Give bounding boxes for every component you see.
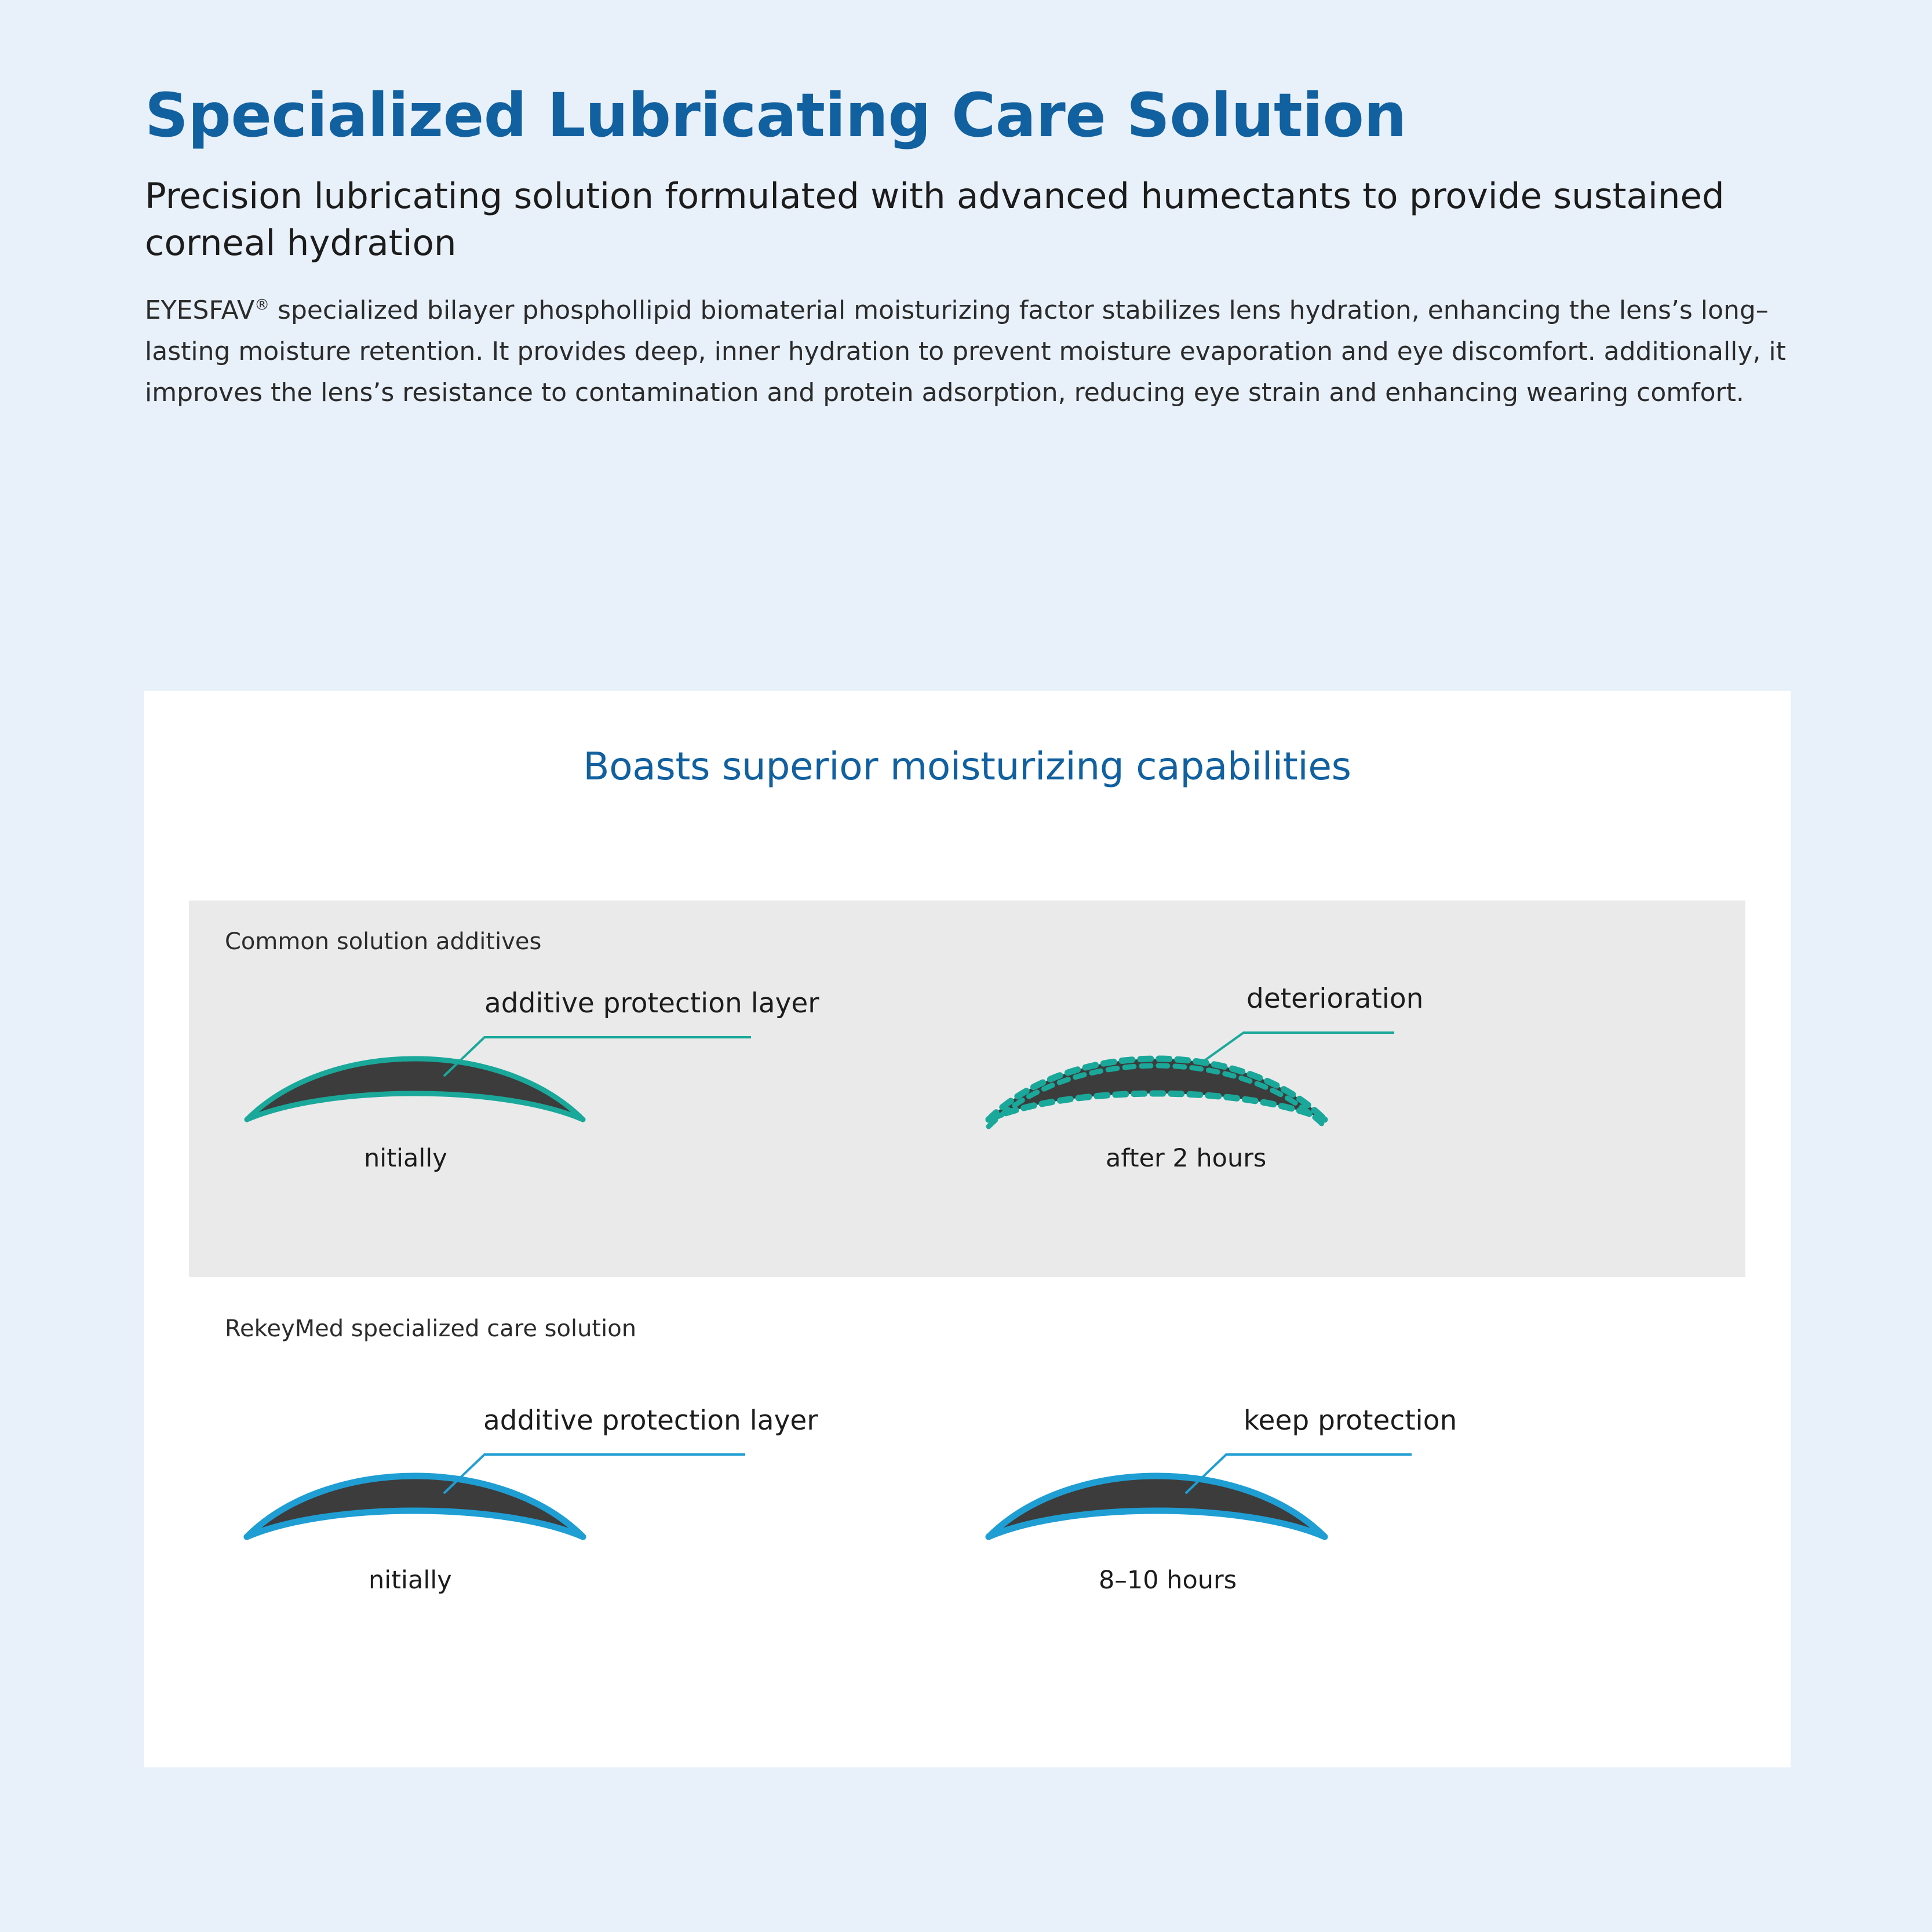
callout-common-initial: additive protection layer — [484, 987, 819, 1019]
page-subtitle: Precision lubricating solution formulated with advanced humectants to provide sustained corneal hydration — [145, 175, 1725, 264]
header-block — [145, 81, 1849, 414]
panel-label-rekeymed: RekeyMed specialized care solution — [225, 1315, 637, 1342]
panel-common-additives — [189, 901, 1745, 1277]
caption-rekey-initial: nitially — [369, 1566, 452, 1595]
callout-common-after: deterioration — [1246, 983, 1424, 1015]
panel-rekeymed-solution — [189, 1305, 1745, 1711]
caption-rekey-after: 8–10 hours — [1099, 1566, 1237, 1595]
body-paragraph — [145, 290, 1820, 414]
registered-mark: ® — [254, 296, 270, 314]
lens-dashed-teal-icon — [954, 975, 1672, 1247]
caption-common-after: after 2 hours — [1106, 1144, 1267, 1173]
card-title: Boasts superior moisturizing capabilities — [583, 744, 1351, 789]
body-text: specialized bilayer phosphollipid biomaterial moisturizing factor stabilizes lens hydration, enhancing the lens’s long–lasting moisture retention. It provides deep, inner hydration to prevent moisture evaporation and eye discomfort. additionally, it improves the lens’s resistance to contamination and protein adsorption, reducing eye strain and enhancing wearing comfort. — [145, 295, 1786, 408]
comparison-card — [144, 691, 1791, 1767]
page-title: Specialized Lubricating Care Solution — [145, 80, 1406, 151]
caption-common-initial: nitially — [364, 1144, 447, 1173]
panel-label-common: Common solution additives — [225, 928, 542, 955]
brand-name: EYESFAV — [145, 295, 255, 325]
callout-rekey-after: keep protection — [1244, 1405, 1457, 1437]
figure-common-after — [954, 975, 1672, 1247]
figure-rekey-initial — [212, 1392, 931, 1664]
callout-rekey-initial: additive protection layer — [483, 1405, 818, 1437]
figure-common-initial — [212, 975, 931, 1247]
figure-rekey-after — [954, 1392, 1672, 1664]
